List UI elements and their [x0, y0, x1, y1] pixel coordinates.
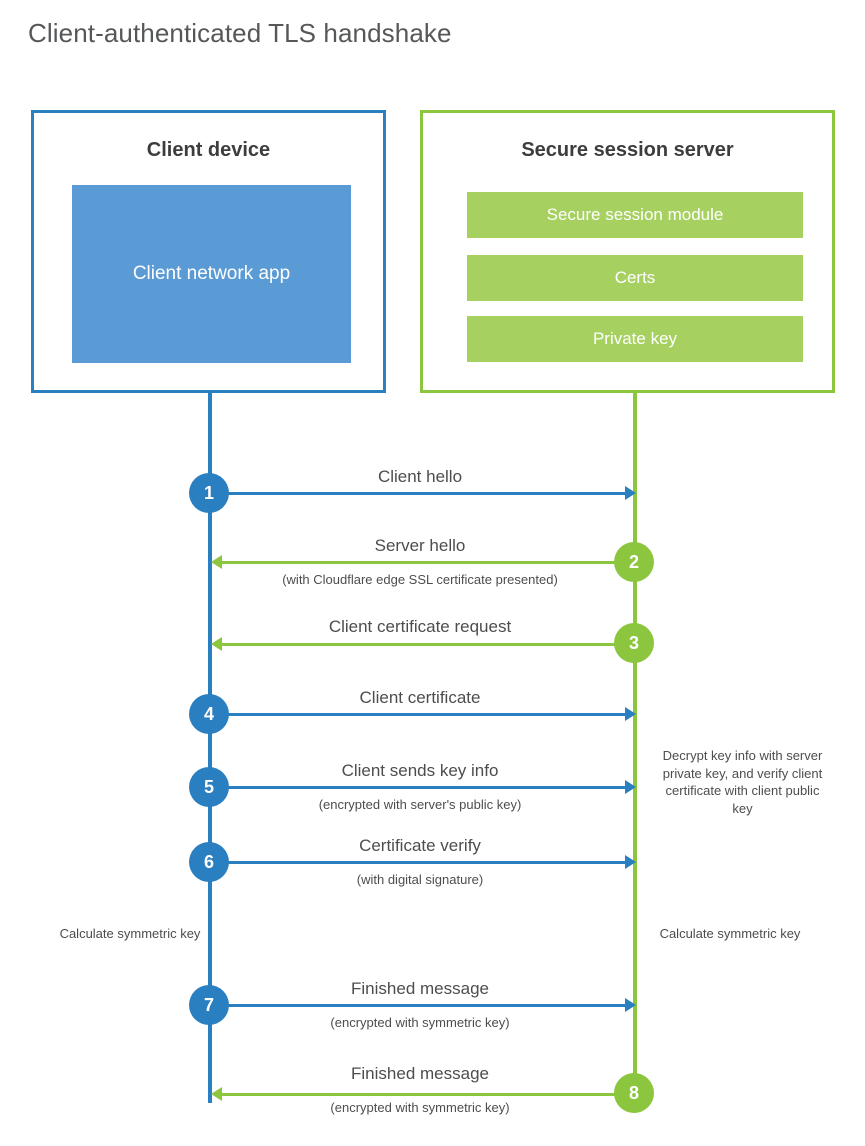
step-8-arrow-line	[222, 1093, 634, 1096]
server-item-private-key: Private key	[467, 316, 803, 362]
step-2-sublabel: (with Cloudflare edge SSL certificate presented)	[282, 572, 558, 587]
step-6-bubble: 6	[189, 842, 229, 882]
client-network-app: Client network app	[72, 185, 351, 363]
secure-session-server-title: Secure session server	[521, 139, 734, 161]
step-2-arrowhead	[211, 555, 222, 569]
server-item-secure-session-module: Secure session module	[467, 192, 803, 238]
step-8-bubble: 8	[614, 1073, 654, 1113]
step-2-label: Server hello	[374, 536, 466, 555]
step-1-label: Client hello	[377, 467, 463, 486]
step-6-label: Certificate verify	[359, 836, 481, 855]
step-2-arrow-line	[222, 561, 634, 564]
step-5-label: Client sends key info	[341, 761, 499, 780]
step-7-sublabel: (encrypted with symmetric key)	[330, 1015, 510, 1030]
step-5-arrow-line	[210, 786, 632, 789]
step-6-arrow-line	[210, 861, 632, 864]
step-5-bubble: 5	[189, 767, 229, 807]
step-4-arrowhead	[625, 707, 636, 721]
client-symmetric-key-note: Calculate symmetric key	[59, 926, 201, 941]
step-5-sublabel: (encrypted with server's public key)	[318, 797, 522, 812]
secure-session-server-box	[420, 110, 835, 393]
step-7-bubble: 7	[189, 985, 229, 1025]
step-8-sublabel: (encrypted with symmetric key)	[330, 1100, 510, 1115]
step-2-bubble: 2	[614, 542, 654, 582]
step-7-arrowhead	[625, 998, 636, 1012]
client-device-box	[31, 110, 386, 393]
step-3-arrow-line	[222, 643, 634, 646]
step-8-arrowhead	[211, 1087, 222, 1101]
step-3-label: Client certificate request	[328, 617, 512, 636]
step-6-sublabel: (with digital signature)	[356, 872, 484, 887]
step-1-arrowhead	[625, 486, 636, 500]
step-5-arrowhead	[625, 780, 636, 794]
page-title: Client-authenticated TLS handshake	[28, 18, 452, 48]
step-3-arrowhead	[211, 637, 222, 651]
step-8-label: Finished message	[351, 1064, 489, 1083]
step-7-arrow-line	[210, 1004, 632, 1007]
step-4-label: Client certificate	[359, 688, 481, 707]
step-3-bubble: 3	[614, 623, 654, 663]
server-symmetric-key-note: Calculate symmetric key	[659, 926, 801, 941]
step-4-bubble: 4	[189, 694, 229, 734]
step-7-label: Finished message	[351, 979, 489, 998]
step-6-arrowhead	[625, 855, 636, 869]
step-1-arrow-line	[210, 492, 632, 495]
server-item-certs: Certs	[467, 255, 803, 301]
step-1-bubble: 1	[189, 473, 229, 513]
step-4-arrow-line	[210, 713, 632, 716]
client-device-title: Client device	[146, 139, 271, 161]
server-decrypt-note: Decrypt key info with server private key, and verify client certificate with client public key	[662, 748, 823, 816]
